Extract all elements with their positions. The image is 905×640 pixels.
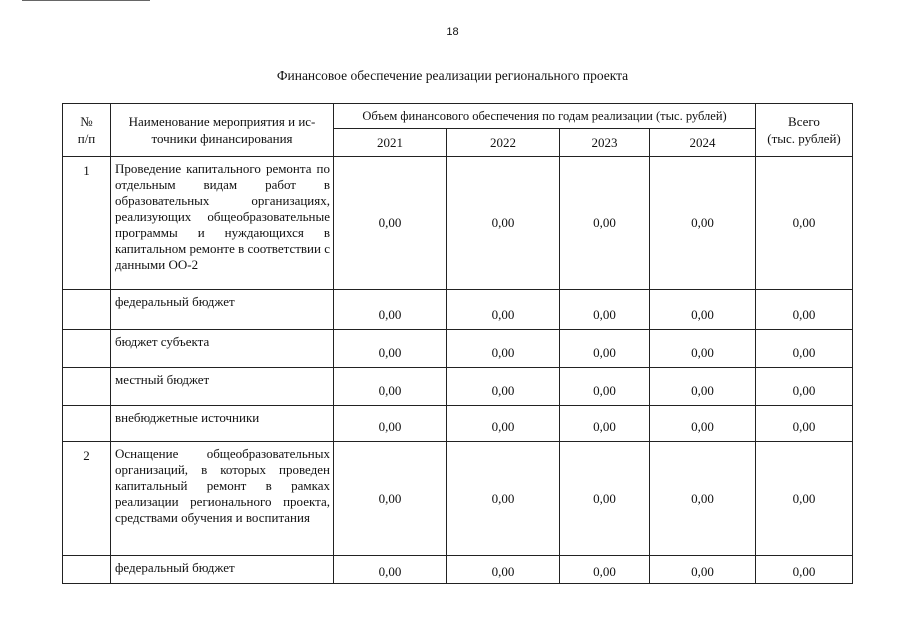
value-cell: 0,00 [650, 330, 756, 368]
row-number: 2 [63, 442, 111, 556]
value-cell: 0,00 [560, 290, 650, 330]
total-cell: 0,00 [756, 157, 853, 290]
funding-source: бюджет субъекта [111, 330, 334, 368]
value-cell: 0,00 [650, 368, 756, 406]
value-cell: 0,00 [650, 157, 756, 290]
header-total-line-2: (тыс. рублей) [767, 131, 841, 146]
row-number: 1 [63, 157, 111, 290]
row-number [63, 330, 111, 368]
header-num-line-2: п/п [77, 131, 96, 146]
table-row [63, 330, 853, 368]
value-cell: 0,00 [650, 406, 756, 442]
header-num [63, 104, 111, 157]
row-number [63, 368, 111, 406]
header-num-line-1: № [80, 114, 93, 129]
header-year: 2021 [334, 129, 447, 157]
value-cell: 0,00 [447, 157, 560, 290]
value-cell: 0,00 [447, 406, 560, 442]
value-cell: 0,00 [334, 368, 447, 406]
header-year: 2024 [650, 129, 756, 157]
top-rule [22, 0, 150, 1]
table-row [63, 442, 853, 556]
header-year: 2023 [560, 129, 650, 157]
funding-source: местный бюджет [111, 368, 334, 406]
value-cell: 0,00 [447, 330, 560, 368]
header-total [756, 104, 853, 157]
value-cell: 0,00 [560, 330, 650, 368]
funding-source: федеральный бюджет [111, 290, 334, 330]
table-row [63, 406, 853, 442]
table-row [63, 290, 853, 330]
funding-source: внебюджетные источники [111, 406, 334, 442]
header-year: 2022 [447, 129, 560, 157]
header-total-line-1: Всего [788, 114, 820, 129]
total-cell: 0,00 [756, 556, 853, 584]
value-cell: 0,00 [447, 368, 560, 406]
value-cell: 0,00 [334, 556, 447, 584]
value-cell: 0,00 [447, 442, 560, 556]
value-cell: 0,00 [560, 157, 650, 290]
value-cell: 0,00 [447, 556, 560, 584]
header-name-line-2: точники финансирования [151, 131, 293, 146]
value-cell: 0,00 [334, 406, 447, 442]
row-number [63, 290, 111, 330]
value-cell: 0,00 [560, 406, 650, 442]
document-title: Финансовое обеспечение реализации регионального проекта [276, 68, 629, 83]
header-name [111, 104, 334, 157]
value-cell: 0,00 [560, 442, 650, 556]
value-cell: 0,00 [650, 290, 756, 330]
row-number [63, 406, 111, 442]
value-cell: 0,00 [334, 157, 447, 290]
table-row [63, 556, 853, 584]
value-cell: 0,00 [334, 330, 447, 368]
total-cell: 0,00 [756, 442, 853, 556]
financing-table [62, 103, 853, 584]
total-cell: 0,00 [756, 368, 853, 406]
value-cell: 0,00 [650, 442, 756, 556]
header-row [63, 104, 853, 129]
value-cell: 0,00 [560, 556, 650, 584]
value-cell: 0,00 [334, 442, 447, 556]
total-cell: 0,00 [756, 330, 853, 368]
table-row [63, 368, 853, 406]
row-number [63, 556, 111, 584]
value-cell: 0,00 [334, 290, 447, 330]
activity-name: Оснащение общеобразовательных организаций, в которых проведен капитальный ремонт в рамках реализации регионального проекта, средствами обучения и воспитания [111, 442, 334, 556]
header-volume: Объем финансового обеспечения по годам реализации (тыс. рублей) [334, 104, 756, 129]
table-row [63, 157, 853, 290]
value-cell: 0,00 [447, 290, 560, 330]
header-name-line-1: Наименование мероприятия и ис- [128, 114, 316, 129]
page-number: 18 [446, 26, 459, 38]
value-cell: 0,00 [560, 368, 650, 406]
total-cell: 0,00 [756, 406, 853, 442]
activity-name: Проведение капитального ремонта по отдельным видам работ в образовательных организациях, реализующих общеобразовательные программы и нуждающихся в капитальном ремонте в соответствии с данными ОО-2 [111, 157, 334, 290]
total-cell: 0,00 [756, 290, 853, 330]
value-cell: 0,00 [650, 556, 756, 584]
funding-source: федеральный бюджет [111, 556, 334, 584]
